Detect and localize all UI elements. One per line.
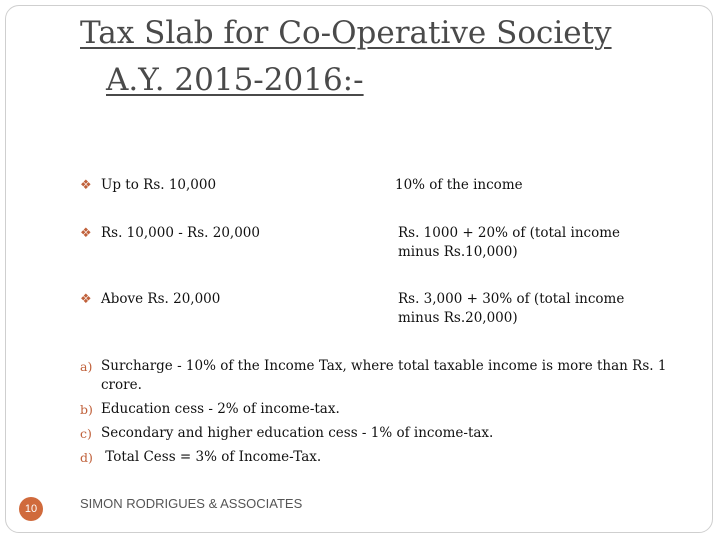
page-number: 10 <box>24 503 38 515</box>
note-item <box>80 448 680 467</box>
note-text: Education cess - 2% of income-tax. <box>101 401 340 417</box>
note-item <box>80 357 680 395</box>
slab-range: Rs. 10,000 - Rs. 20,000 <box>101 225 260 241</box>
slab-rate: Rs. 3,000 + 30% of (total income minus Rs.20,000) <box>398 291 625 326</box>
title-line-1: Tax Slab for Co-Operative Society <box>80 15 612 51</box>
diamond-bullet-icon: ❖ <box>80 292 92 307</box>
note-marker: c) <box>80 426 92 441</box>
footer-firm-name: SIMON RODRIGUES & ASSOCIATES <box>80 496 303 511</box>
note-marker: d) <box>80 450 93 465</box>
note-item <box>80 424 680 443</box>
title-line-2: A.Y. 2015-2016:- <box>106 62 364 98</box>
note-text: Secondary and higher education cess - 1% of income-tax. <box>101 425 494 441</box>
diamond-bullet-icon: ❖ <box>80 226 92 241</box>
slab-range: Above Rs. 20,000 <box>101 291 221 307</box>
notes-list <box>80 357 680 472</box>
note-text: Surcharge - 10% of the Income Tax, where total taxable income is more than Rs. 1 crore. <box>101 358 667 393</box>
note-marker: b) <box>80 402 93 417</box>
note-item <box>80 400 680 419</box>
diamond-bullet-icon: ❖ <box>80 178 92 193</box>
note-marker: a) <box>80 359 93 374</box>
note-text: Total Cess = 3% of Income-Tax. <box>101 449 322 465</box>
slide-title <box>80 10 700 104</box>
slab-rate: 10% of the income <box>395 177 523 193</box>
page-number-badge <box>19 497 43 521</box>
slab-range: Up to Rs. 10,000 <box>101 177 217 193</box>
slab-rate: Rs. 1000 + 20% of (total income minus Rs.10,000) <box>398 225 621 260</box>
